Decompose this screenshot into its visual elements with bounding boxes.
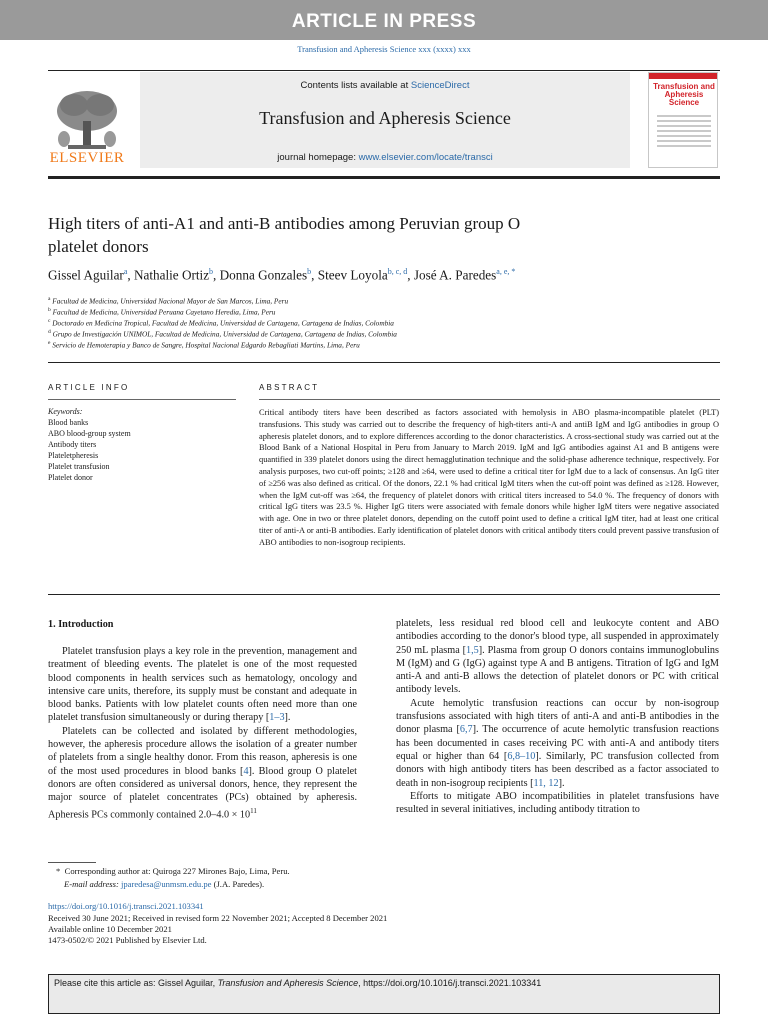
corresponding-text: Corresponding author at: Quiroga 227 Mirones Bajo, Lima, Peru. — [64, 866, 290, 876]
text-run: Platelet transfusion plays a key role in the prevention, management and treatment of bleeding events. The platelet is one of the most requested blood components in health services such as hematology, oncology and intensive care units, therefore, its supply must be constant and adequate in blood banks. Patients with low platelet counts often need more than one platelet transfusion simultaneously or during therapy [ — [48, 646, 357, 724]
keyword-item: Platelet donor — [48, 473, 93, 482]
abstract-heading: ABSTRACT — [259, 383, 320, 392]
affiliation — [48, 329, 728, 338]
cover-accent-bar — [649, 73, 717, 79]
affil-text: Servicio de Hemoterapia y Banco de Sangre, Hospital Nacional Edgardo Rebagliati Martins, Lima, Peru — [52, 340, 360, 350]
header-bottom-rule — [48, 176, 720, 179]
author-name: Nathalie Ortiz — [133, 267, 210, 283]
doi-link[interactable]: https://doi.org/10.1016/j.transci.2021.103341 — [48, 901, 204, 911]
author-affil-sup[interactable]: a, e, * — [496, 267, 516, 276]
author-affil-sup[interactable]: b — [209, 267, 214, 276]
banner-journal-ref[interactable]: Transfusion and Apheresis Science xxx (xxxx) xxx — [297, 44, 471, 54]
email-note — [64, 879, 264, 889]
author-list: Gissel Aguilar$^a$, Nathalie Ortiz$^b$, Donna Gonzales$^b$, Steev Loyola$^{b, c, d}$, José A. Paredes$^{a, e, *}$ — [48, 267, 516, 283]
cite-journal: Transfusion and Apheresis Science — [217, 978, 359, 988]
journal-cover-thumbnail[interactable] — [648, 72, 718, 168]
exponent: 11 — [250, 806, 257, 815]
cite-prefix: Please cite this article as: Gissel Aguilar, — [54, 978, 218, 988]
author-affil-sup[interactable]: a — [123, 267, 128, 276]
text-run: ]. — [284, 712, 291, 724]
affil-sup: e — [48, 340, 51, 346]
text-run: ]. — [558, 777, 565, 789]
abstract-bottom-rule — [48, 594, 720, 595]
article-info-rule — [48, 399, 236, 400]
contents-line — [140, 80, 630, 91]
homepage-prefix: journal homepage: — [277, 152, 359, 163]
affil-text: Facultad de Medicina, Universidad Peruana Cayetano Heredia, Lima, Peru — [52, 307, 276, 317]
citation-link[interactable]: 4 — [243, 765, 249, 777]
email-suffix: (J.A. Paredes). — [211, 879, 265, 889]
keyword-item: Plateletpheresis — [48, 451, 99, 460]
email-label: E-mail address: — [64, 879, 121, 889]
citation-link[interactable]: 1,5 — [466, 644, 479, 656]
affil-text: Doctorado en Medicina Tropical, Facultad de Medicina, Universidad de Cartagena, Cartagena de Indias, Colombia — [52, 318, 394, 328]
affil-sup: a — [48, 296, 51, 302]
header-top-rule — [48, 70, 720, 71]
affil-sup: d — [48, 329, 51, 335]
article-title-line-2: platelet donors — [48, 237, 149, 256]
keyword-item: Platelet transfusion — [48, 462, 110, 471]
contents-prefix: Contents lists available at — [300, 80, 411, 91]
affil-sup: c — [48, 318, 51, 324]
body-column-right — [396, 617, 719, 816]
available-online: Available online 10 December 2021 — [48, 924, 172, 934]
paragraph — [396, 697, 719, 790]
text-run: ]. Similarly, PC transfusion collected from donors with high antibody titers has been described as a factor associated to death in non-isogroup recipients [ — [396, 750, 719, 789]
publisher-name: ELSEVIER — [49, 150, 125, 166]
paragraph — [48, 725, 357, 821]
text-run: Acute hemolytic transfusion reactions can occur by non-isogroup transfusions associated with high titers of anti-A and anti-B antibodies in the donor plasma [ — [396, 697, 719, 736]
citation-link[interactable]: 6,7 — [459, 724, 473, 736]
copyright: 1473-0502/© 2021 Published by Elsevier Ltd. — [48, 935, 207, 945]
affiliation — [48, 318, 728, 327]
affil-text: Facultad de Medicina, Universidad Nacional Mayor de San Marcos, Lima, Peru — [52, 296, 289, 306]
article-title-line-1: High titers of anti-A1 and anti-B antibodies among Peruvian group O — [48, 214, 521, 233]
author-name: José A. Paredes — [413, 267, 497, 283]
affiliation — [48, 307, 728, 316]
paragraph — [396, 617, 719, 697]
author-affil-sup[interactable]: b — [307, 267, 312, 276]
citation-link[interactable]: 6,8–10 — [507, 750, 536, 762]
affiliation — [48, 296, 728, 305]
keyword-item: Antibody titers — [48, 440, 97, 449]
author-name: Gissel Aguilar — [48, 267, 124, 283]
keywords-label: Keywords: — [48, 407, 83, 416]
sciencedirect-link[interactable]: ScienceDirect — [410, 80, 470, 91]
keyword-item: Blood banks — [48, 418, 89, 427]
received-dates: Received 30 June 2021; Received in revised form 22 November 2021; Accepted 8 December 2021 — [48, 913, 388, 923]
author-affil-sup[interactable]: b, c, d — [387, 267, 408, 276]
affil-sup: b — [48, 307, 51, 313]
cover-contents-lines — [657, 115, 711, 150]
footnote-rule — [48, 862, 96, 863]
affiliations-rule — [48, 362, 720, 363]
affiliation — [48, 340, 728, 349]
journal-title: Transfusion and Apheresis Science — [259, 108, 511, 128]
text-run: ]. The occurrence of acute hemolytic transfusion reactions has been documented in cases receiving PC with anti-A and antibody titers equal or higher than 64 [ — [396, 724, 719, 762]
text-run: ]. Blood group O platelet donors are often considered as universal donors, hence, they represent the major source of platelet concentrates (PCs) obtained by apheresis. Apheresis PCs commonly contained 2.0–4.0 × 10 — [48, 765, 357, 820]
banner-title: ARTICLE IN PRESS — [291, 11, 477, 32]
citation-link[interactable]: 1–3 — [269, 712, 285, 724]
abstract-text: Critical antibody titers have been described as factors associated with hemolysis in ABO plasma-incompatible platelet (PLT) transfusions. This study was carried out to describe the frequency of high-titers anti-A and antiB IgM and IgG antibodies in group O apheresis platelet donors, and to explore differences according to the donor characteristics. A cross-sectional study was carried out at the Blood Bank of a National Hospital in Peru from January to March 2019. IgM and IgG antibodies against A1 and B antigens were quantified in 339 platelet donors using the direct hemagglutination technique and the solid-phase adherence technique, respectively. For analysis purposes, two cut-off points; ≥128 and ≥64, were used to define a critical titer for IgM due to a lack of consensus. An IgG titer of ≥256 was also defined as critical. Of the donors, 22.1 % had critical IgM titers when the cut-off point was defined as ≥128. However, when the IgM cut-off was ≥64, the frequency of platelet donors with critical titers increased to 54.0 %. The frequency of donors with critical IgG titers was 23.5 %. Higher IgG titers were associated with female donors while higher IgM titers were negative associated with age. One in two or three platelet donors, depending on the cutoff point used to define a critical IgM titer, had at least one critical titer of anti-A or anti-B antibodies. Early identification of platelet donors with critical antibody titers could prevent passive transfusion of ABO antibodies to non-isogroup recipients. — [259, 408, 719, 547]
cite-suffix: , https://doi.org/10.1016/j.transci.2021.103341 — [358, 978, 542, 988]
body-column-left — [48, 645, 357, 821]
email-link[interactable]: jparedesa@unmsm.edu.pe — [120, 879, 212, 889]
text-run: ]. Plasma from group O donors contains immunoglobulins M (IgM) and G (IgG) against type A and B antigens. Titration of IgG and IgM anti-A and anti-B allows the detection of platelet donors or PC with critical antibody levels. — [396, 644, 719, 696]
article-title — [48, 212, 648, 258]
homepage-line — [140, 152, 630, 163]
corresponding-author-note — [56, 866, 290, 876]
citation-link[interactable]: 11, 12 — [533, 777, 559, 789]
paragraph — [48, 645, 357, 725]
article-info-heading: ARTICLE INFO — [48, 383, 130, 392]
author-name: Steev Loyola — [317, 267, 388, 283]
text-run: Platelets can be collected and isolated by different methodologies, however, the apheresis procedure allows the isolation of a greater number of platelets from a single healthy donor. From this reason, apheresis is one of the most used procedures in blood banks [ — [48, 725, 357, 777]
abstract-rule — [259, 399, 720, 400]
citation-text — [54, 978, 714, 988]
asterisk-marker: * — [56, 866, 61, 876]
paragraph: Efforts to mitigate ABO incompatibilities in platelet transfusions have resulted in several initiatives, including antibody titration to — [396, 790, 719, 816]
doi-line — [48, 901, 204, 911]
keyword-item: ABO blood-group system — [48, 429, 131, 438]
cover-title: Transfusion and Apheresis Science — [653, 82, 715, 107]
homepage-link[interactable]: www.elsevier.com/locate/transci — [358, 152, 493, 163]
text-run: platelets, less residual red blood cell and leukocyte content and ABO antibodies according to the donor's blood type, all suspended in approximately 250 mL plasma [ — [396, 618, 719, 656]
affil-text: Grupo de Investigación UNIMOL, Facultad de Medicina, Universidad de Cartagena, Cartagena de Indias, Colombia — [52, 329, 397, 339]
author-name: Donna Gonzales — [219, 267, 308, 283]
section-heading-introduction: 1. Introduction — [48, 619, 114, 630]
